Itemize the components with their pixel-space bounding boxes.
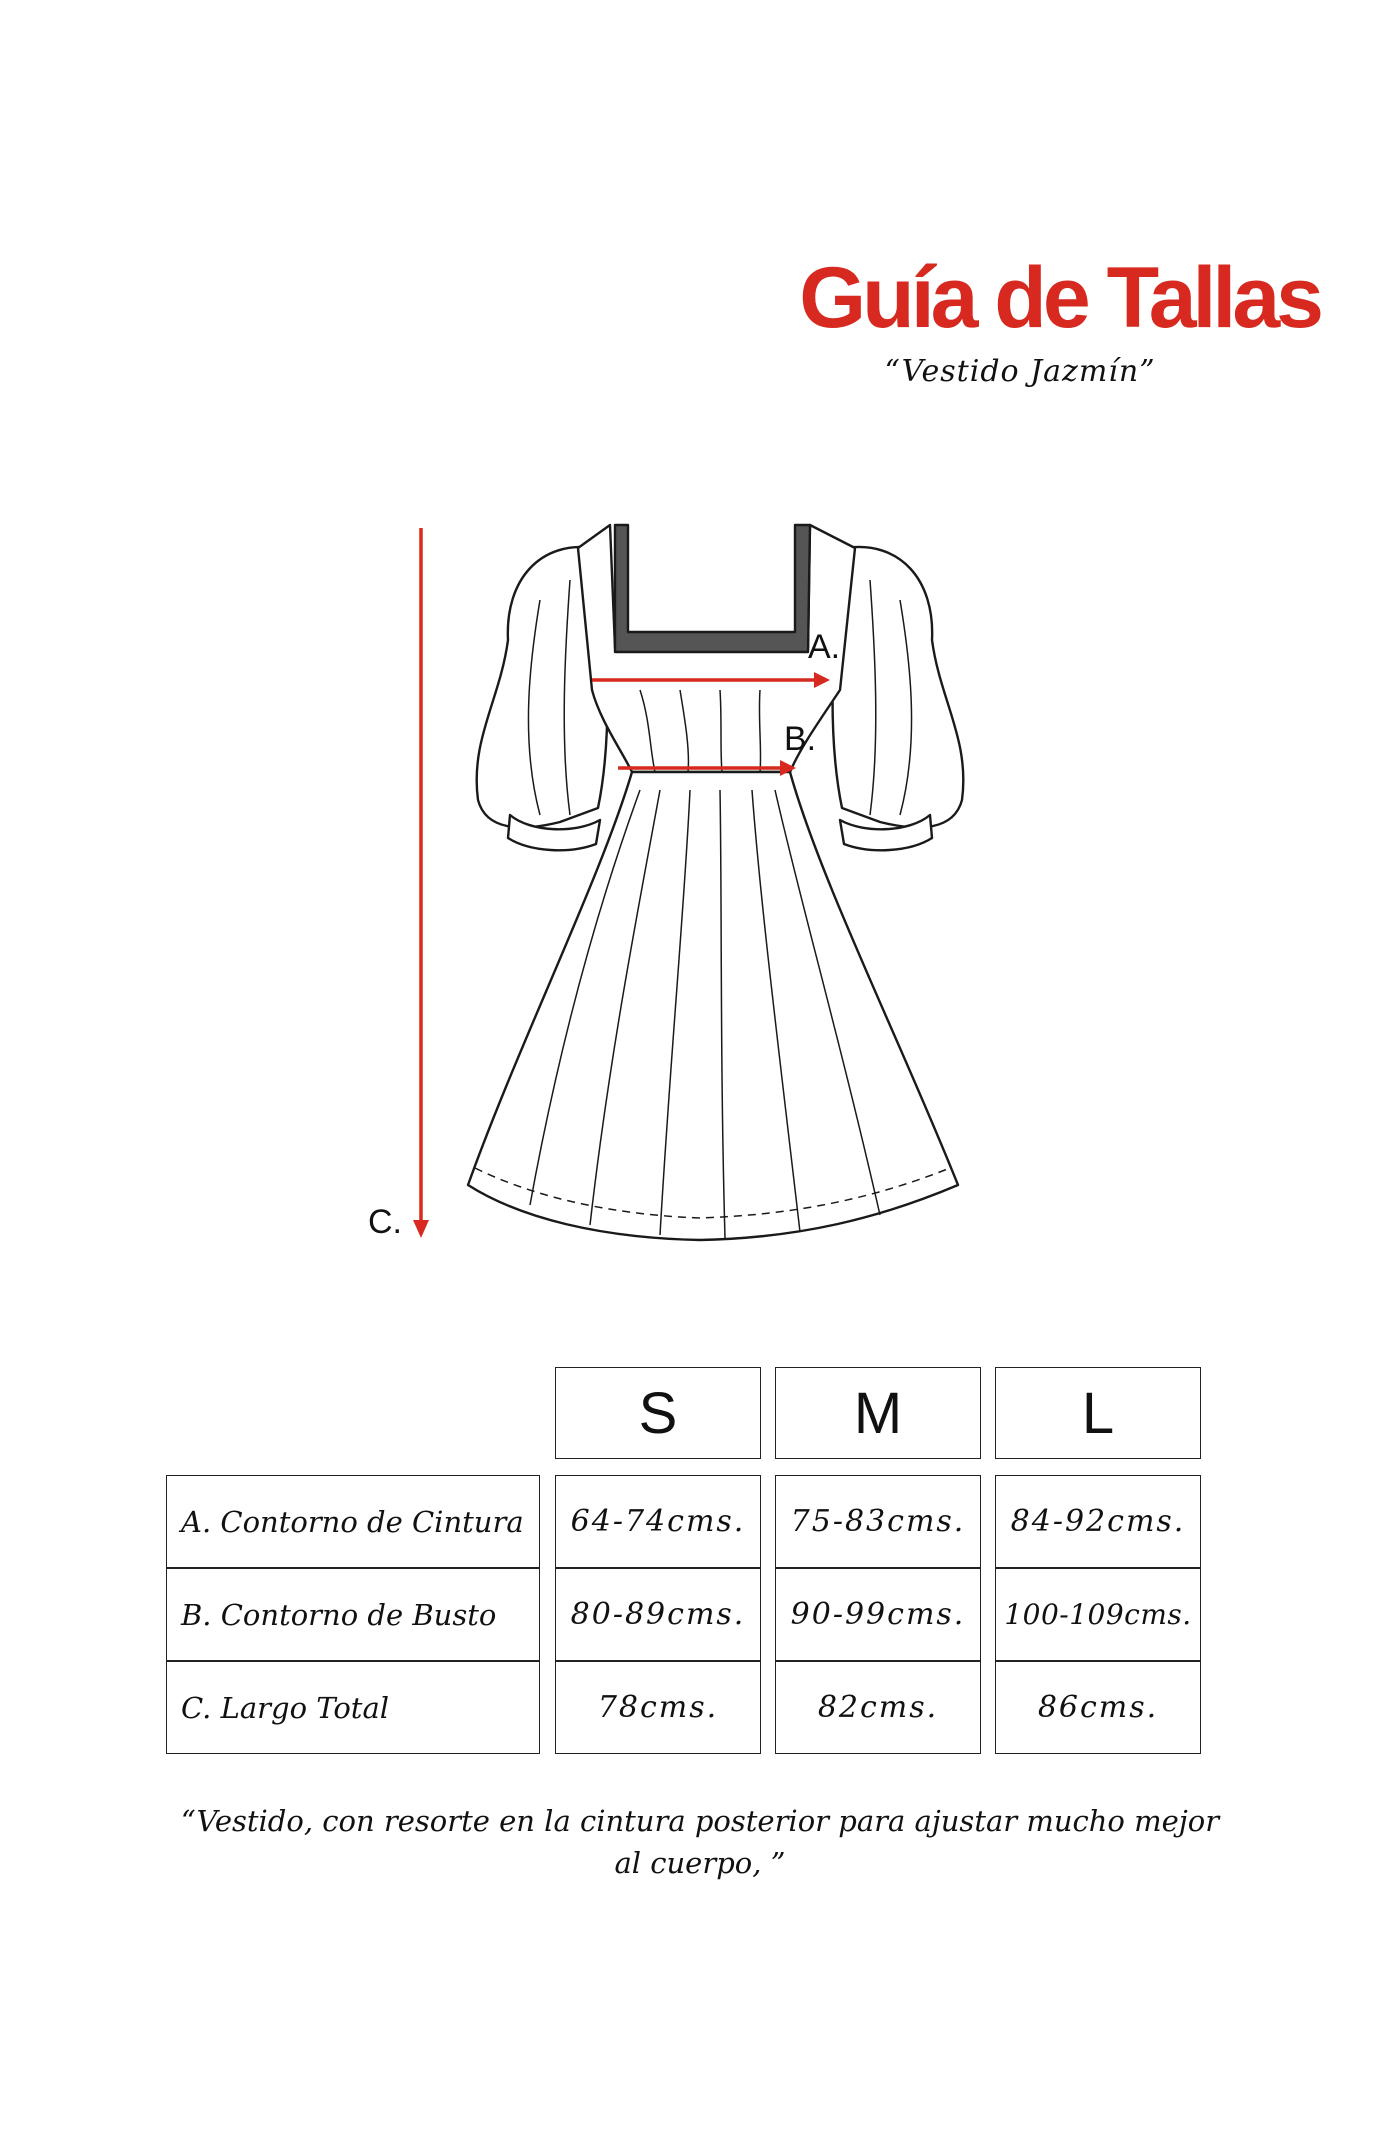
measure-label-b: B. <box>784 720 817 758</box>
waist-l: 84-92cms. <box>995 1475 1201 1568</box>
bust-m: 90-99cms. <box>775 1568 981 1661</box>
size-header-m: M <box>775 1367 981 1459</box>
bust-l: 100-109cms. <box>995 1568 1201 1661</box>
product-note-line-2: al cuerpo, ” <box>614 1846 786 1880</box>
row-label-waist: A. Contorno de Cintura <box>166 1475 540 1568</box>
row-label-bust: B. Contorno de Busto <box>166 1568 540 1661</box>
measure-label-c: C. <box>368 1203 402 1241</box>
right-sleeve <box>833 547 964 827</box>
waist-m: 75-83cms. <box>775 1475 981 1568</box>
waist-s: 64-74cms. <box>555 1475 761 1568</box>
neckline <box>615 525 810 652</box>
product-note <box>160 1800 1240 1884</box>
length-l: 86cms. <box>995 1661 1201 1754</box>
bust-s: 80-89cms. <box>555 1568 761 1661</box>
size-header-s: S <box>555 1367 761 1459</box>
length-m: 82cms. <box>775 1661 981 1754</box>
measure-label-a: A. <box>808 628 841 666</box>
length-s: 78cms. <box>555 1661 761 1754</box>
size-header-l: L <box>995 1367 1201 1459</box>
page-subtitle: “Vestido Jazmín” <box>884 354 1156 389</box>
row-label-length: C. Largo Total <box>166 1661 540 1754</box>
product-note-line-1: “Vestido, con resorte en la cintura posterior para ajustar mucho mejor <box>180 1804 1220 1838</box>
page-title: Guía de Tallas <box>799 250 1320 346</box>
